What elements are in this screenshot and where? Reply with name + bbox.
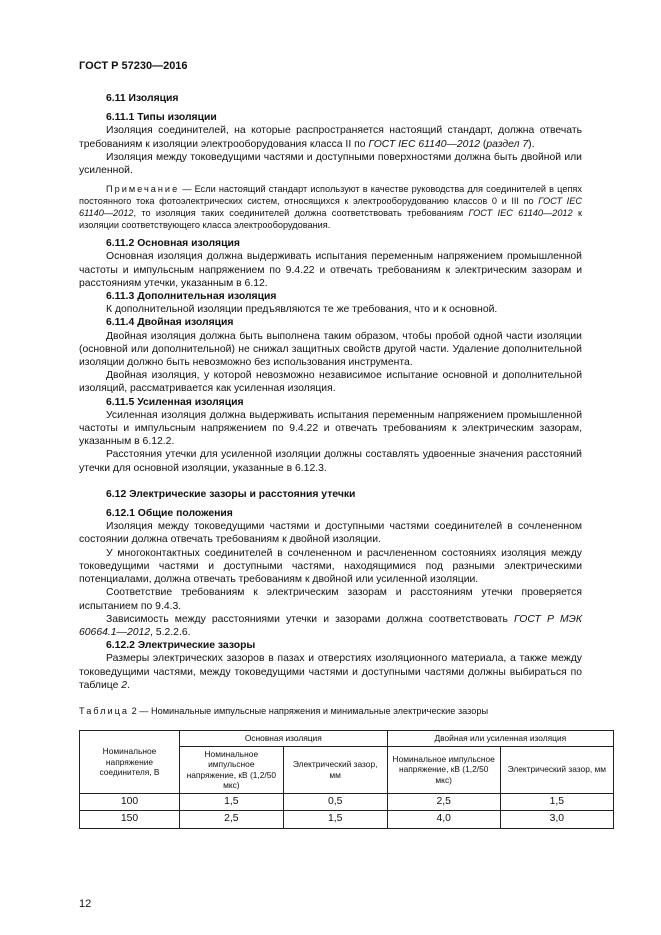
note-label: Примечание: [106, 184, 180, 195]
subheader-impulse-double: Номинальное импульсное напряжение, кВ (1,2/50 мкс): [387, 746, 500, 793]
standard-reference: ГОСТ IEC 61140—2012: [468, 208, 573, 219]
paragraph: Основная изоляция должна выдерживать испытания переменным напряжением промышленной частоты и импульсным напряжением по 9.4.22 и отвечать требованиям к электрическим зазорам и расстояниям утечки, указанным в 6.12.: [79, 251, 582, 289]
section-6-11-5-title: 6.11.5 Усиленная изоляция: [106, 396, 244, 408]
section-6-12-1-title: 6.12.1 Общие положения: [106, 508, 233, 520]
paragraph: Расстояния утечки для усиленной изоляции должны составлять удвоенные значения расстояний утечки для основной изоляции, указанные в 6.12.3.: [79, 449, 582, 474]
paragraph: У многоконтактных соединителей в сочлененном и расчлененном состояниях изоляция между токоведущими частями и доступными частями, находящимися под разными электрическими потенциалами, должна отвечать требованиям к двойной или усиленной изоляции.: [79, 547, 582, 586]
header-double-insulation: Двойная или усиленная изоляция: [387, 731, 613, 747]
table-row: 100 1,5 0,5 2,5 1,5: [80, 793, 614, 811]
page-content: [79, 92, 607, 829]
paragraph: Изоляция между токоведущими частями и доступными поверхностями должна быть двойной или усиленной.: [79, 151, 582, 177]
standard-reference: ГОСТ IEC 61140—2012: [79, 196, 582, 219]
paragraph: Изоляция соединителей, на которые распространяется настоящий стандарт, должна отвечать требованиям к изоляции электрооборудования класса II по ГОСТ IEC 61140—2012 (раздел 7).: [79, 125, 582, 150]
section-6-12-title: 6.12 Электрические зазоры и расстояния утечки: [106, 488, 356, 500]
paragraph: Усиленная изоляция должна выдерживать испытания переменным напряжением промышленной частоты и импульсным напряжением по 9.4.22 и отвечать требованиям к электрическим зазорам, указанным в 6.12.2.: [79, 409, 582, 448]
note-block: Примечание — Если настоящий стандарт используют в качестве руководства для соединителей в цепях постоянного тока фотоэлектрических систем, относящихся к электрооборудованию классов 0 и III по ГОСТ IEC 61140—2012, то изоляция таких соединителей должна соответствовать требованиям ГОСТ IEC 61140—2012 к изоляции соответствующего класса электрооборудования.: [79, 184, 582, 231]
table-row: 150 2,5 1,5 4,0 3,0: [80, 811, 614, 829]
section-6-11-2-title: 6.11.2 Основная изоляция: [106, 238, 240, 250]
subheader-clearance-double: Электрический зазор, мм: [500, 746, 613, 793]
header-basic-insulation: Основная изоляция: [179, 731, 387, 747]
document-code-header: ГОСТ Р 57230—2016: [79, 60, 188, 72]
section-6-12-2-title: 6.12.2 Электрические зазоры: [106, 640, 256, 652]
section-6-11-3-title: 6.11.3 Дополнительная изоляция: [106, 291, 277, 303]
paragraph: Двойная изоляция должна быть выполнена таким образом, чтобы пробой одной части изоляции (основной или дополнительной) не снижал защитных свойств другой части. Удаление дополнительной изоляции должно быть невозможно без использования инструмента.: [79, 330, 582, 369]
standard-reference: ГОСТ IEC 61140—2012: [368, 138, 481, 150]
paragraph: К дополнительной изоляции предъявляются те же требования, что и к основной.: [106, 304, 498, 316]
section-reference: раздел 7: [486, 138, 529, 150]
paragraph: Размеры электрических зазоров в пазах и отверстиях изоляционного материала, а также между токоведущими частями, между токоведущими частями и доступными частями должны выбираться по таблице 2.: [79, 653, 582, 691]
section-6-11-4-title: 6.11.4 Двойная изоляция: [106, 317, 234, 329]
paragraph: Соответствие требованиям к электрическим зазорам и расстояниям утечки проверяется испытанием по 9.4.3.: [79, 587, 582, 612]
standard-reference: ГОСТ Р МЭК 60664.1—2012: [79, 613, 582, 638]
paragraph: Двойная изоляция, у которой невозможно независимое испытание основной и дополнительной изоляций, рассматривается как усиленная изоляция.: [79, 370, 582, 395]
section-6-11-1-title: 6.11.1 Типы изоляции: [106, 112, 217, 124]
paragraph: Зависимость между расстояниями утечки и зазорами должна соответствовать ГОСТ Р МЭК 60664.1—2012, 5.2.2.6.: [79, 613, 582, 638]
page-number: 12: [79, 898, 92, 910]
table-caption-label: Таблица: [79, 705, 130, 716]
paragraph: Изоляция между токоведущими частями и доступными частями соединителей в сочлененном состоянии должна отвечать требованиям к двойной изоляции.: [79, 521, 582, 546]
section-6-11-title: 6.11 Изоляция: [106, 93, 179, 104]
subheader-clearance-basic: Электрический зазор, мм: [283, 746, 387, 793]
subheader-impulse-basic: Номинальное импульсное напряжение, кВ (1,2/50 мкс): [179, 746, 283, 793]
clearance-table: [79, 730, 614, 829]
table-reference: 2: [121, 679, 128, 691]
header-voltage: Номинальное напряжение соединителя, В: [80, 731, 180, 794]
table-caption: Таблица 2 — Номинальные импульсные напряжения и минимальные электрические зазоры: [79, 705, 489, 716]
